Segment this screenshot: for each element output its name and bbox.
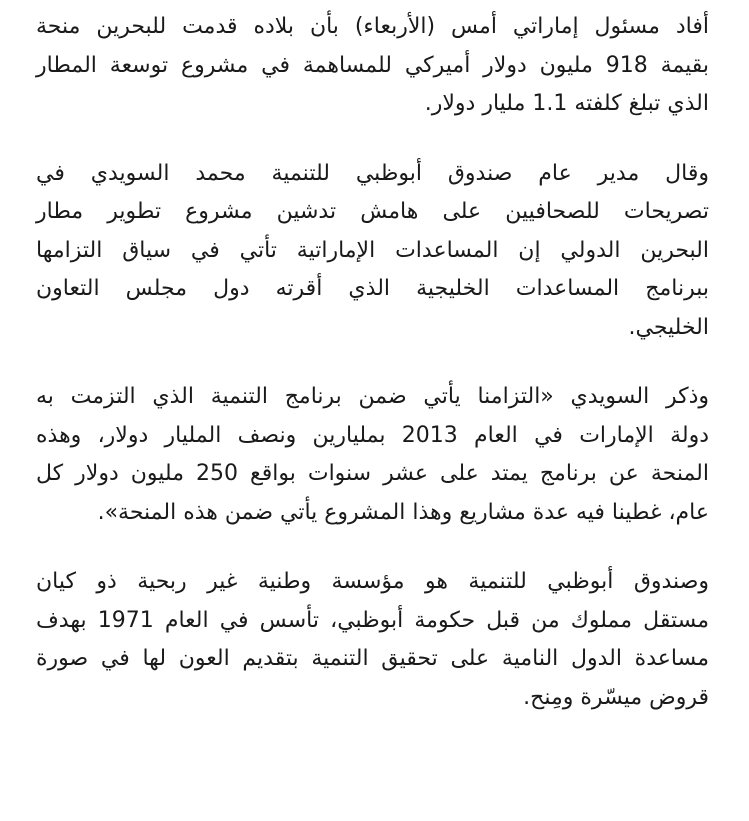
text-line: الخليجي. xyxy=(628,314,709,340)
text-line: المنحة عن برنامج يمتد على عشر سنوات بواقع 250 مليون دولار كل xyxy=(36,461,709,486)
article-paragraph-4 xyxy=(36,563,709,717)
text-line: دولة الإمارات في العام 2013 بمليارين ونصف المليار دولار، وهذه xyxy=(36,422,709,448)
text-line: عام، غطينا فيه عدة مشاريع وهذا المشروع يأتي ضمن هذه المنحة». xyxy=(97,499,709,525)
text-line: وصندوق أبوظبي للتنمية هو مؤسسة وطنية غير ربحية ذو كيان xyxy=(36,569,709,594)
article-paragraph-3 xyxy=(36,378,709,532)
text-line: قروض ميسّرة ومِنح. xyxy=(523,684,709,710)
text-line: مساعدة الدول النامية على تحقيق التنمية بتقديم العون لها في صورة xyxy=(36,646,709,671)
text-line: وقال مدير عام صندوق أبوظبي للتنمية محمد السويدي في xyxy=(36,160,709,186)
text-line: مستقل مملوك من قبل حكومة أبوظبي، تأسس في العام 1971 بهدف xyxy=(36,607,709,633)
text-line: تصريحات للصحافيين على هامش تدشين مشروع تطوير مطار xyxy=(36,199,709,224)
text-line: البحرين الدولي إن المساعدات الإماراتية تأتي في سياق التزامها xyxy=(36,237,709,263)
article-paragraph-1 xyxy=(36,8,709,124)
text-line: الذي تبلغ كلفته 1.1 مليار دولار. xyxy=(424,91,709,116)
article-paragraph-2 xyxy=(36,155,709,348)
text-line: وذكر السويدي «التزامنا يأتي ضمن برنامج التنمية الذي التزمت به xyxy=(36,384,709,409)
text-line: ببرنامج المساعدات الخليجية الذي أقرته دول مجلس التعاون xyxy=(36,276,709,301)
text-line: أفاد مسئول إماراتي أمس (الأربعاء) بأن بلاده قدمت للبحرين منحة xyxy=(36,14,709,39)
text-line: بقيمة 918 مليون دولار أميركي للمساهمة في مشروع توسعة المطار xyxy=(36,52,709,78)
